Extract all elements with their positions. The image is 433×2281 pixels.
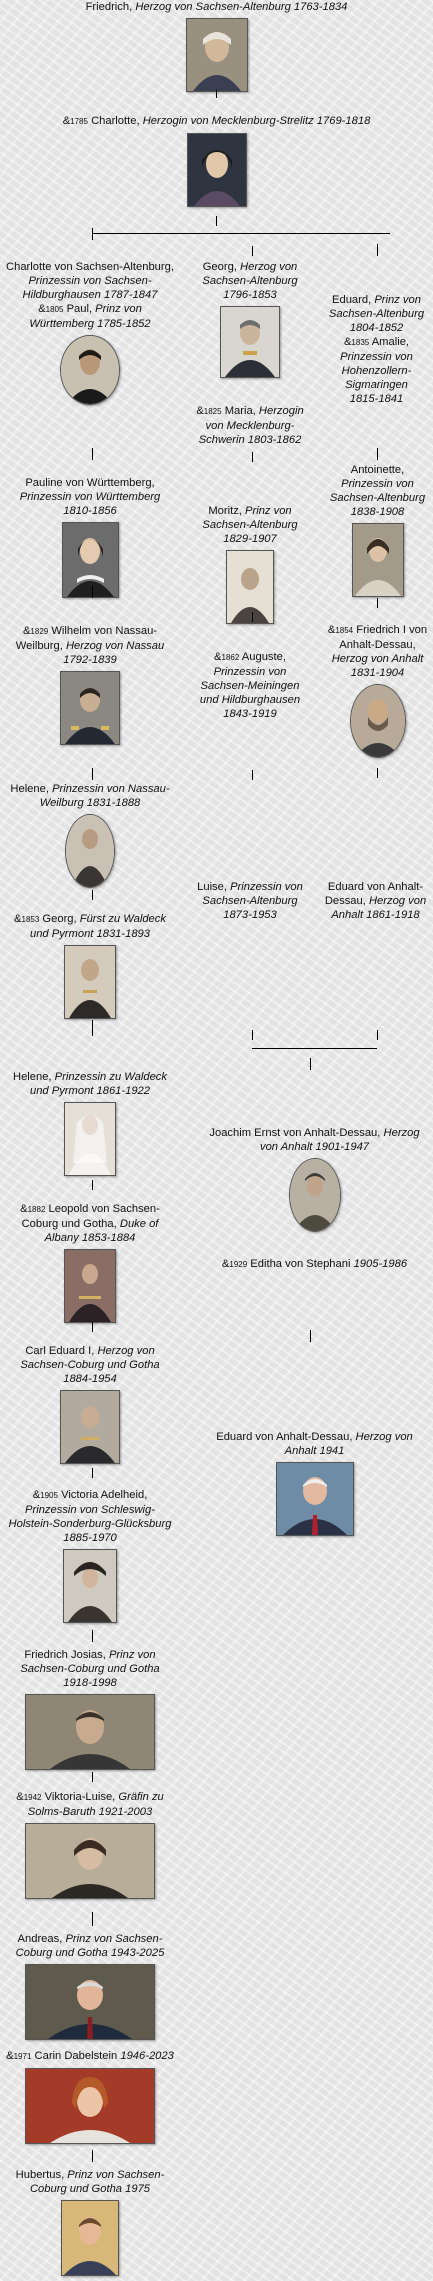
person-moritz[interactable]: Moritz, Prinz von Sachsen-Altenburg 1829-1907 (185, 504, 315, 624)
person-victoria[interactable]: &1905 Victoria Adelheid, Prinzessin von Schleswig- Holstein-Sonderburg-Glücksburg 1885-1970 (0, 1488, 180, 1623)
person-eduard-anhalt[interactable]: Eduard von Anhalt- Dessau, Herzog von Anhalt 1861-1918 (324, 881, 427, 921)
portrait-photo (61, 2200, 119, 2276)
person-name: Friedrich, (85, 1, 133, 13)
portrait-photo (25, 1823, 155, 1899)
portrait-photo (64, 1249, 116, 1323)
portrait-photo (187, 133, 247, 207)
person-georg[interactable]: Georg, Herzog von Sachsen-Altenburg 1796-1853 (185, 260, 315, 378)
person-friedrich[interactable] (40, 0, 393, 92)
person-eduard[interactable]: Eduard, Prinz von Sachsen-Altenburg 1804-1852 &1835 Amalie, Prinzessin von Hohenzollern- Sigmaringen 1815-1841 (328, 294, 425, 405)
person-title: Herzog von Sachsen-Altenburg 1763-1834 (135, 1, 348, 13)
portrait-photo (25, 2068, 155, 2144)
portrait-photo (60, 671, 120, 745)
person-joachim[interactable]: Joachim Ernst von Anhalt-Dessau, Herzog von Anhalt 1901-1947 (196, 1126, 433, 1232)
person-editha[interactable]: &1929 Editha von Stephani 1905-1986 (221, 1258, 408, 1270)
person-eduard-1941[interactable]: Eduard von Anhalt-Dessau, Herzog von Anhalt 1941 (196, 1430, 433, 1536)
portrait-photo (64, 945, 116, 1019)
person-helene-waldeck[interactable]: Helene, Prinzessin zu Waldeck und Pyrmont 1861-1922 (0, 1070, 180, 1176)
portrait-photo (62, 522, 119, 598)
person-viktoria-luise[interactable]: &1942 Viktoria-Luise, Gräfin zu Solms-Baruth 1921-2003 (0, 1790, 180, 1899)
portrait-photo (220, 306, 280, 378)
person-auguste[interactable]: &1862 Auguste, Prinzessin von Sachsen-Meiningen und Hildburghausen 1843-1919 (199, 651, 301, 720)
person-maria[interactable]: &1825 Maria, Herzogin von Mecklenburg- Schwerin 1803-1862 (196, 405, 304, 446)
portrait-photo (350, 684, 406, 758)
portrait-photo (276, 1462, 354, 1536)
person-leopold[interactable]: &1882 Leopold von Sachsen- Coburg und Gotha, Duke of Albany 1853-1884 (0, 1202, 180, 1323)
person-friedrich-josias[interactable]: Friedrich Josias, Prinz von Sachsen-Coburg und Gotha 1918-1998 (0, 1648, 180, 1770)
portrait-photo (65, 814, 115, 888)
portrait-photo (25, 1694, 155, 1770)
portrait-photo (60, 1390, 120, 1464)
person-wilhelm[interactable]: &1829 Wilhelm von Nassau- Weilburg, Herzog von Nassau 1792-1839 (0, 624, 180, 745)
portrait-photo (63, 1549, 117, 1623)
person-georg-waldeck[interactable]: &1853 Georg, Fürst zu Waldeck und Pyrmont 1831-1893 (0, 912, 180, 1019)
person-name: Charlotte, (91, 115, 140, 127)
person-charlotte[interactable]: &1785 Charlotte, Herzogin von Mecklenburg-Strelitz 1769-1818 (40, 114, 393, 207)
portrait-photo (64, 1102, 116, 1176)
portrait-photo (352, 523, 404, 597)
person-luise[interactable]: Luise, Prinzessin von Sachsen-Altenburg 1873-1953 (197, 881, 303, 921)
person-title: Herzogin von Mecklenburg-Strelitz 1769-1818 (142, 115, 371, 127)
person-carin[interactable]: &1971 Carin Dabelstein 1946-2023 (0, 2049, 180, 2144)
person-andreas[interactable]: Andreas, Prinz von Sachsen- Coburg und Gotha 1943-2025 (0, 1932, 180, 2040)
portrait-photo (289, 1158, 341, 1232)
portrait-photo (25, 1964, 155, 2040)
person-helene-nassau[interactable]: Helene, Prinzessin von Nassau- Weilburg 1831-1888 (0, 782, 180, 888)
person-friedrich-i[interactable]: &1854 Friedrich I von Anhalt-Dessau, Herzog von Anhalt 1831-1904 (322, 623, 433, 758)
portrait-photo (60, 335, 120, 405)
person-carl-eduard[interactable]: Carl Eduard I, Herzog von Sachsen-Coburg und Gotha 1884-1954 (0, 1344, 180, 1464)
person-pauline[interactable]: Pauline von Württemberg, Prinzessin von Württemberg 1810-1856 (0, 476, 180, 598)
person-charlotte-sa[interactable]: Charlotte von Sachsen-Altenburg, Prinzessin von Sachsen- Hildburghausen 1787-1847 &1805 Paul, Prinz von Württemberg 1785-1852 (0, 260, 180, 405)
person-hubertus[interactable]: Hubertus, Prinz von Sachsen- Coburg und Gotha 1975 (0, 2168, 180, 2276)
portrait-photo (186, 18, 248, 92)
person-antoinette[interactable]: Antoinette, Prinzessin von Sachsen-Altenburg 1838-1908 (322, 463, 433, 597)
portrait-photo (226, 550, 274, 624)
